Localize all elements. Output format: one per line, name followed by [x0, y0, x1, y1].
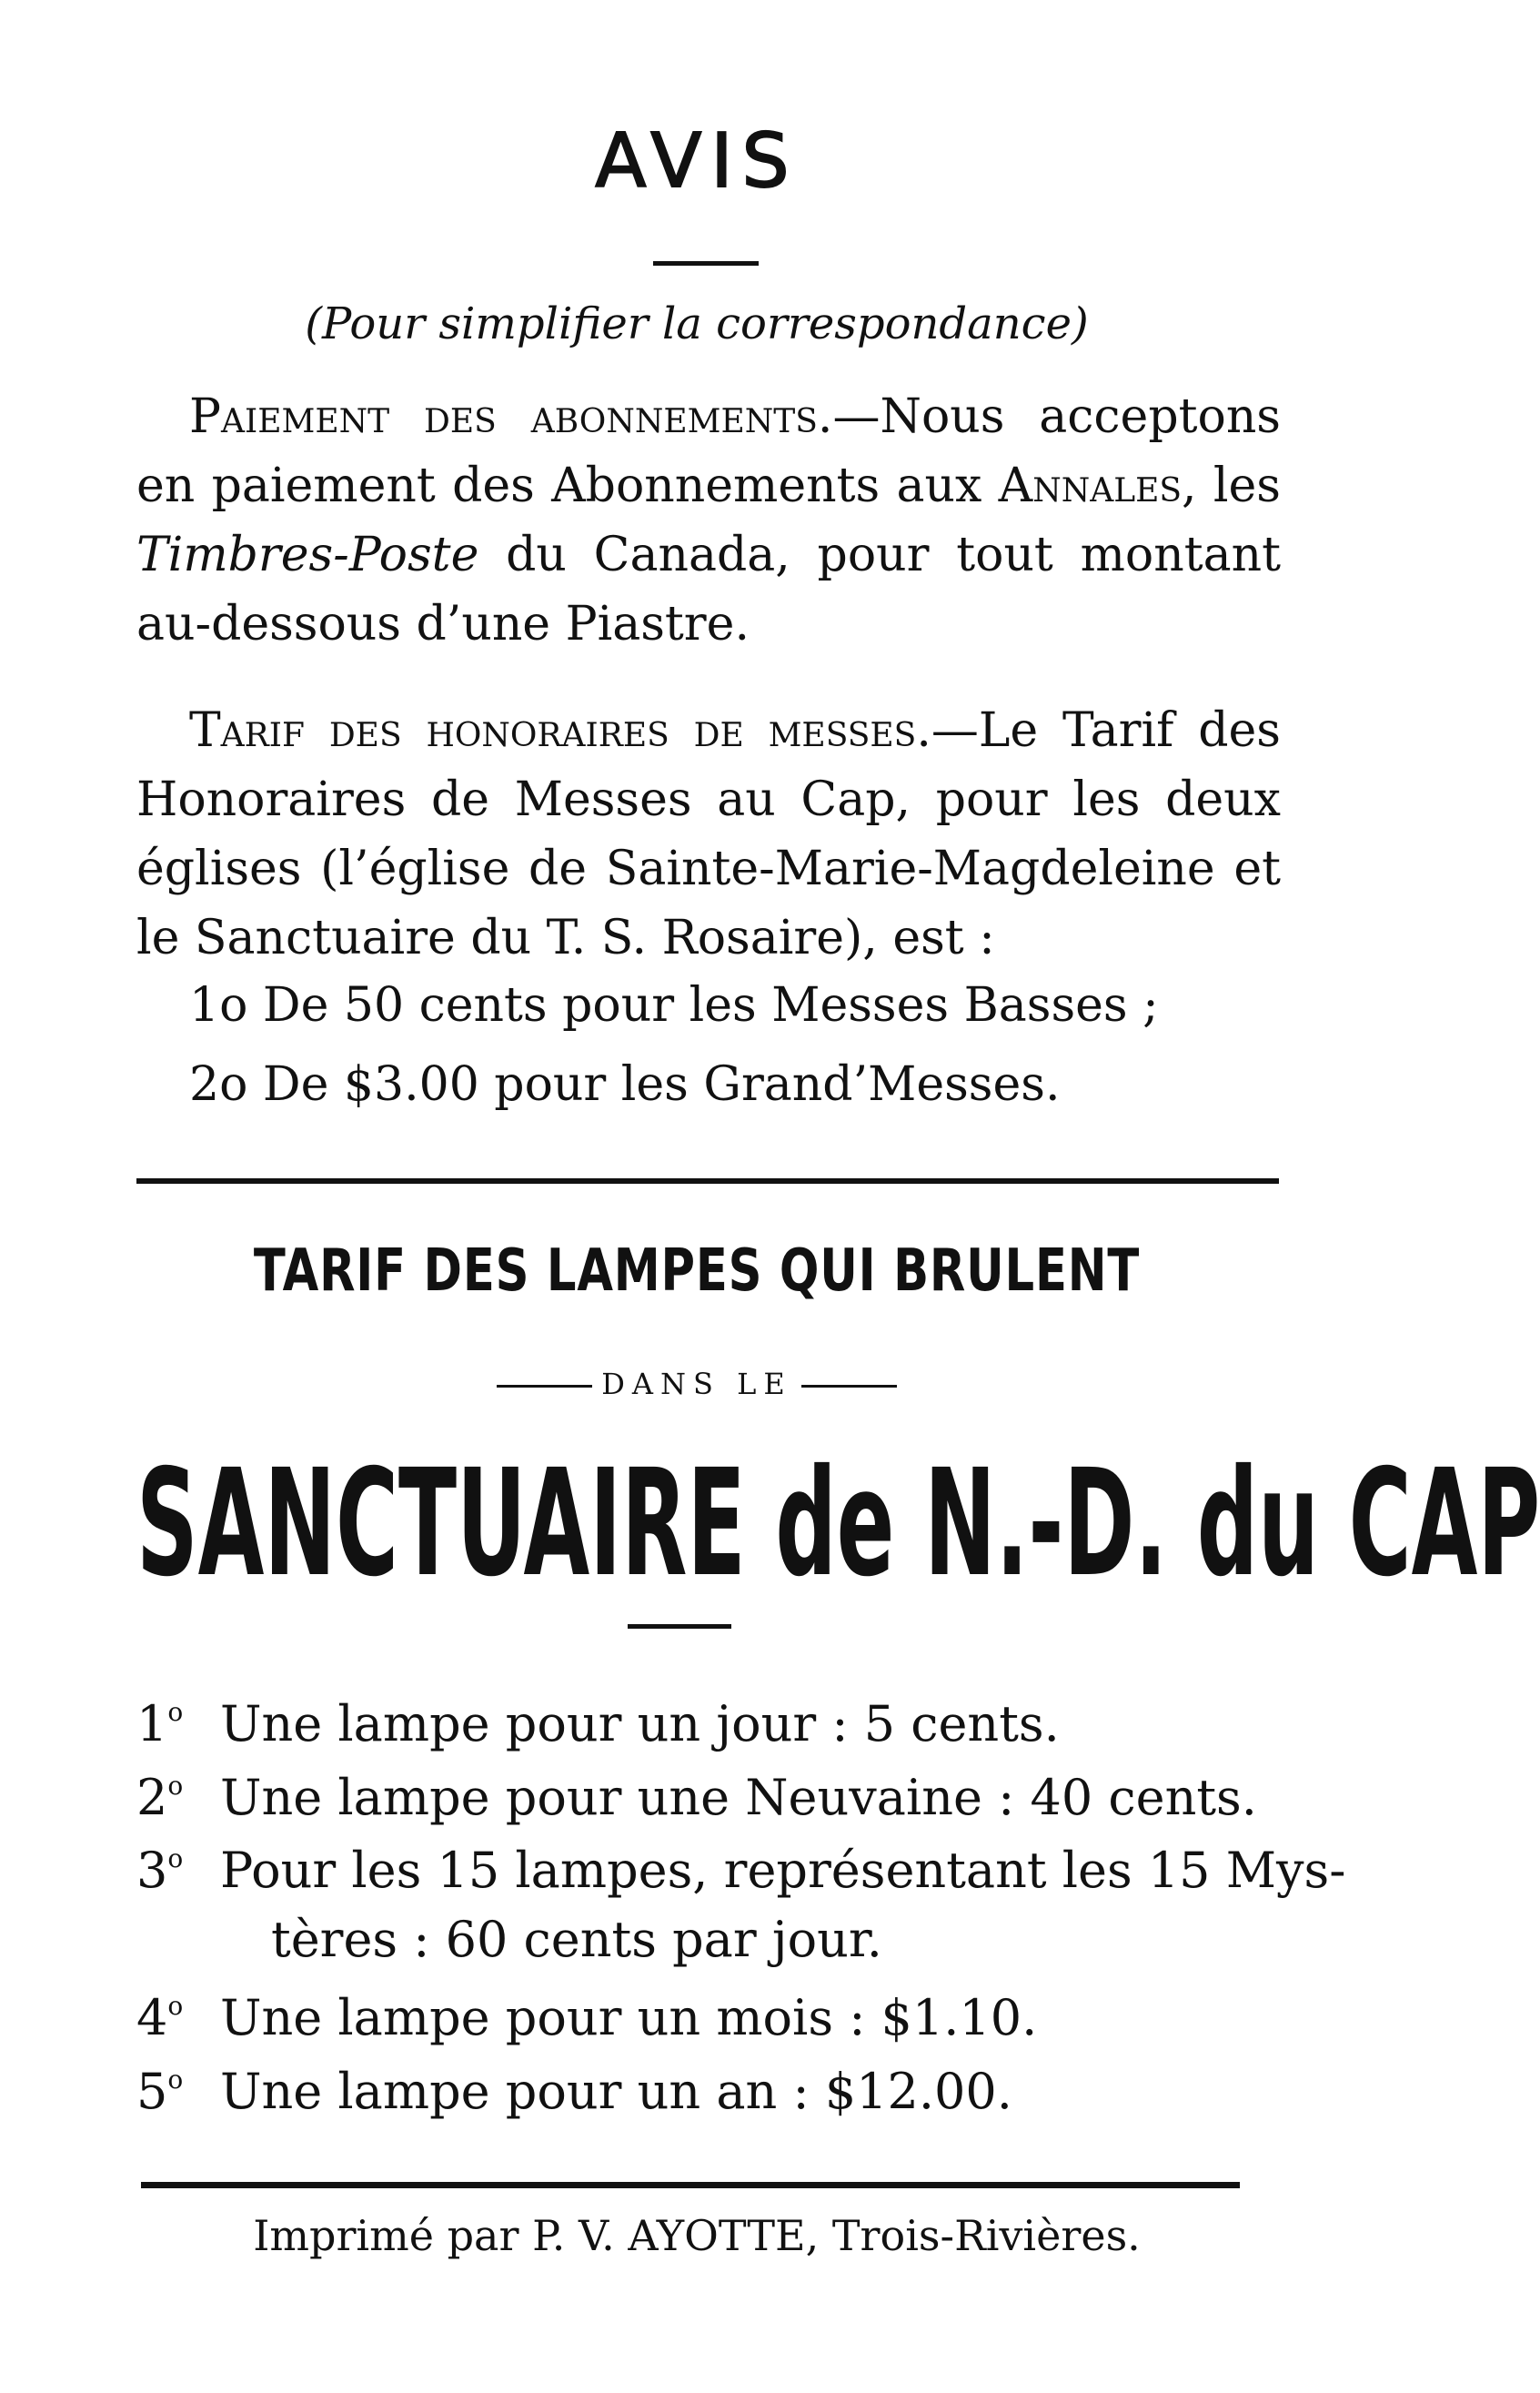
tarif-messes-text: —Le Tarif des Honoraires de Messes au Cap, pour les deux églises (l’église de Sainte-Marie-Magdeleine et le Sanctuaire du T. S. Rosaire), est :: [136, 703, 1281, 965]
paiement-heading: Paiement des abonnements.: [189, 389, 833, 444]
dans-le-label: DANS LE: [601, 1367, 792, 1401]
sanctuaire-rule: [628, 1624, 731, 1629]
avis-subtitle: (Pour simplifier la correspondance): [305, 298, 1089, 349]
lampe-item-text: Une lampe pour une Neuvaine : 40 cents.: [220, 1769, 1257, 1826]
messes-item-1: 1o De 50 cents pour les Messes Basses ;: [189, 978, 1159, 1033]
lampe-item-text: Pour les 15 lampes, représentant les 15 Mys-: [220, 1842, 1346, 1899]
annales-word: Annales: [998, 459, 1183, 513]
printer-footer: Imprimé par P. V. AYOTTE, Trois-Rivières.: [253, 2211, 1141, 2260]
paiement-text-2: , les: [1182, 459, 1281, 513]
paiement-text-3: du Canada, pour tout montant au-dessous d’une Piastre.: [136, 528, 1281, 651]
tarif-messes-paragraph: [136, 696, 1281, 973]
tarif-messes-heading: Tarif des honoraires de messes.: [189, 703, 931, 758]
lampes-title: TARIF DES LAMPES QUI BRULENT: [253, 1237, 1141, 1305]
lampe-item-text: Une lampe pour un an : $12.00.: [220, 2063, 1012, 2120]
dans-le-row: [0, 1367, 1394, 1401]
lampe-item-text-cont: tères : 60 cents par jour.: [271, 1911, 882, 1968]
lampe-item-text: Une lampe pour un jour : 5 cents.: [220, 1695, 1060, 1752]
lampe-item-text: Une lampe pour un mois : $1.10.: [220, 1989, 1038, 2046]
paiement-paragraph: [136, 382, 1281, 659]
lampe-item-number: 4$^o$: [136, 1989, 184, 2046]
section-divider: [136, 1178, 1279, 1184]
bottom-rule: [141, 2182, 1240, 2188]
lampe-item-number: 5$^o$: [136, 2063, 184, 2120]
sanctuaire-heading: SANCTUAIRE de N.-D. du CAP: [136, 1439, 1540, 1610]
dans-le-dash-left: [497, 1385, 592, 1388]
dans-le-dash-right: [801, 1385, 897, 1388]
title-rule: [653, 261, 759, 266]
paiement-text-1: —Nous acceptons en paiement des Abonnements aux: [136, 389, 1281, 513]
lampe-item-number: 1$^o$: [136, 1695, 184, 1752]
lampe-item-number: 3$^o$: [136, 1842, 184, 1899]
lampe-item-number: 2$^o$: [136, 1769, 184, 1826]
avis-title: AVIS: [595, 118, 799, 205]
timbres-poste-word: Timbres-Poste: [136, 528, 479, 582]
messes-item-2: 2o De $3.00 pour les Grand’Messes.: [189, 1057, 1061, 1112]
